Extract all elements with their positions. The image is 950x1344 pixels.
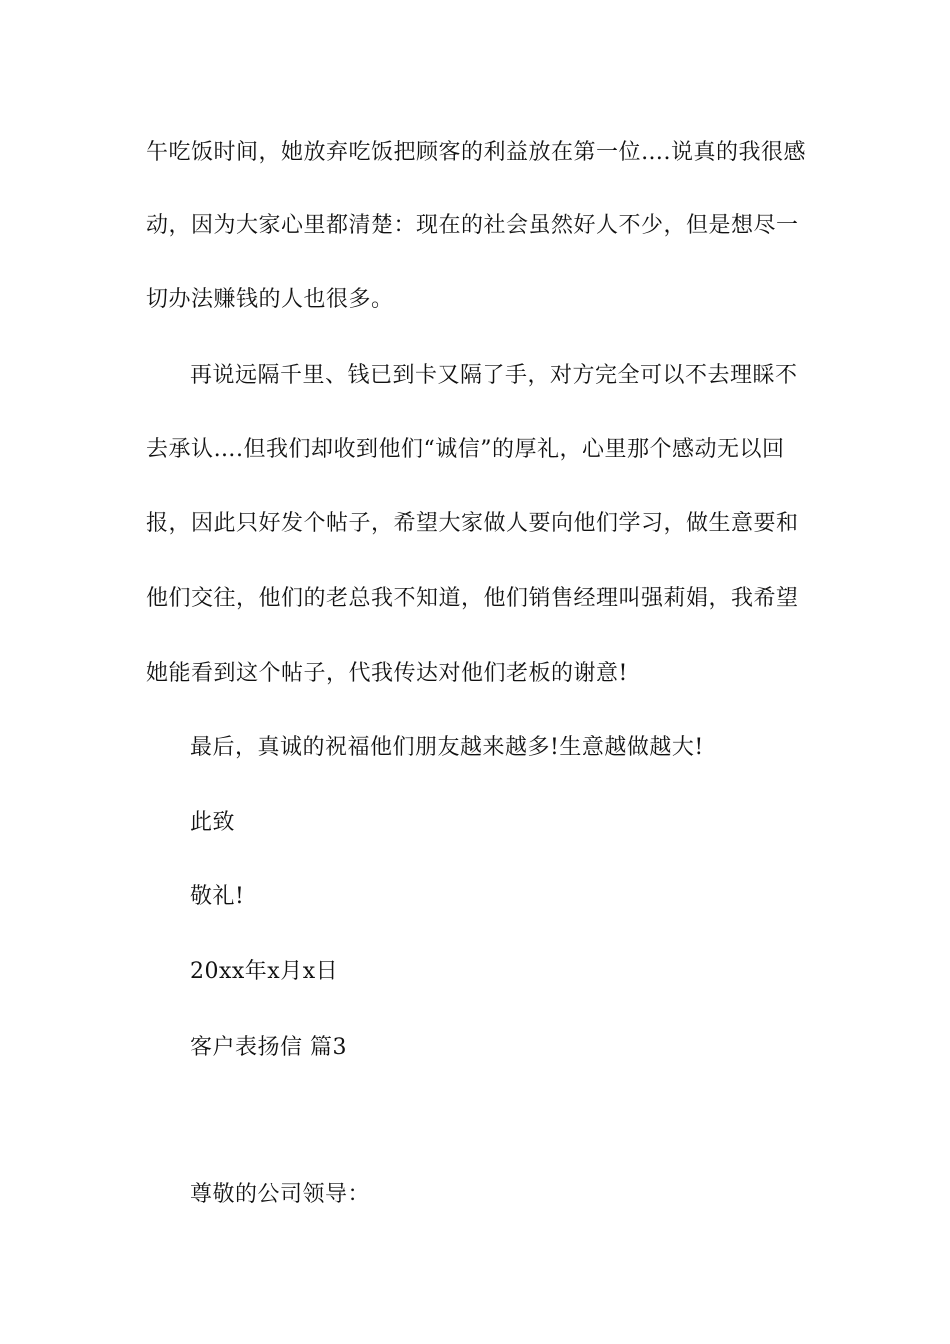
letter-greeting: 尊敬的公司领导： (190, 1182, 371, 1207)
paragraph-line: 去承认….但我们却收到他们“诚信”的厚礼，心里那个感动无以回 (146, 437, 785, 462)
paragraph-line: 再说远隔千里、钱已到卡又隔了手，对方完全可以不去理睬不 (190, 363, 798, 388)
salutation-line: 敬礼! (190, 884, 245, 909)
paragraph-line: 动，因为大家心里都清楚：现在的社会虽然好人不少，但是想尽一 (146, 213, 799, 238)
letter-date: 20xx年x月x日 (190, 959, 339, 984)
closing-wish: 最后，真诚的祝福他们朋友越来越多!生意越做越大! (190, 735, 704, 760)
paragraph-line: 她能看到这个帖子，代我传达对他们老板的谢意! (146, 661, 628, 686)
paragraph-line: 切办法赚钱的人也很多。 (146, 287, 394, 312)
paragraph-line: 他们交往，他们的老总我不知道，他们销售经理叫强莉娟，我希望 (146, 586, 799, 611)
salutation-line: 此致 (190, 810, 236, 835)
paragraph-line: 报，因此只好发个帖子，希望大家做人要向他们学习，做生意要和 (146, 511, 799, 536)
paragraph-line: 午吃饭时间，她放弃吃饭把顾客的利益放在第一位….说真的我很感 (146, 140, 806, 165)
section-title: 客户表扬信 篇3 (190, 1035, 347, 1060)
